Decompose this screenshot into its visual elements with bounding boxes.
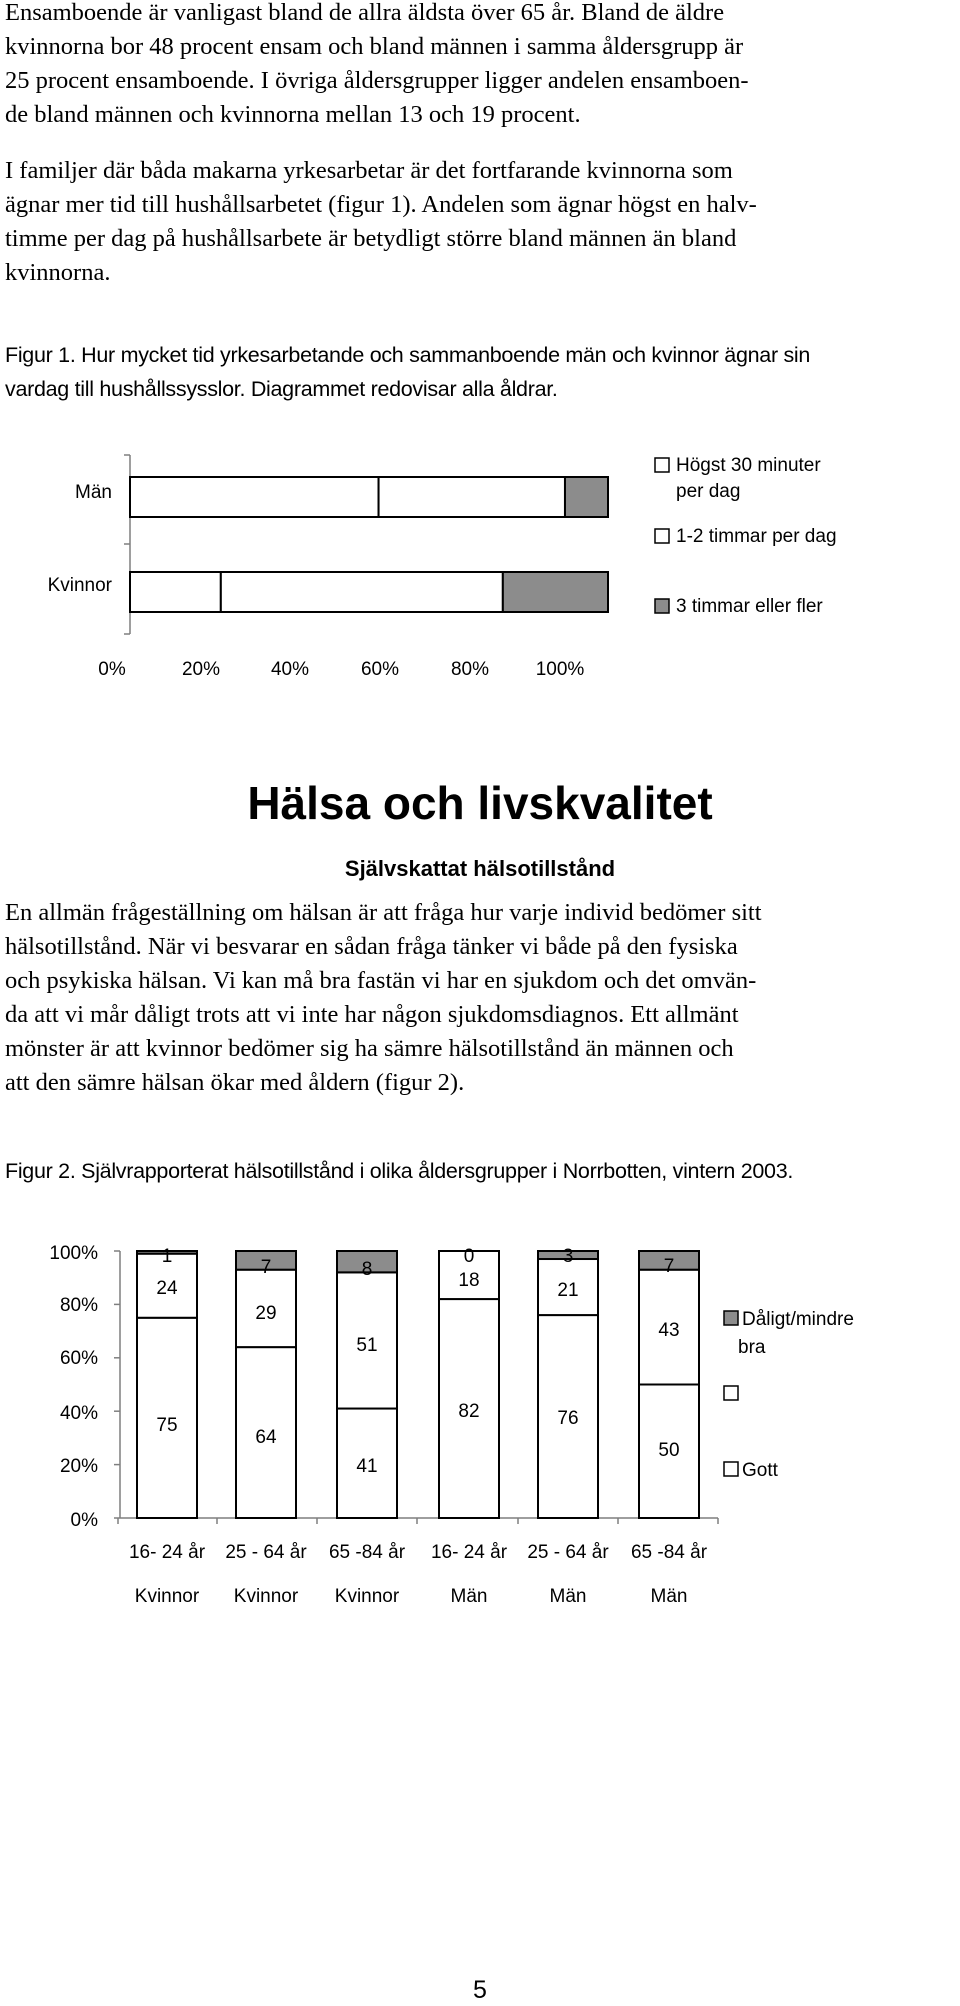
- x-tick-label: 65 -84 år: [328, 1542, 406, 1563]
- text-line: ägnar mer tid till hushållsarbetet (figur 1). Andelen som ägnar högst en halv-: [5, 191, 757, 218]
- y-tick-label: 100%: [49, 1243, 98, 1264]
- x-tick-label: 25 - 64 år: [225, 1542, 307, 1563]
- x-tick-label: 20%: [181, 659, 221, 680]
- text-line: kvinnorna.: [5, 259, 111, 286]
- x-tick-label: Kvinnor: [334, 1586, 400, 1607]
- legend-label: Gott: [742, 1460, 778, 1481]
- text-line: I familjer där båda makarna yrkesarbetar är det fortfarande kvinnorna som: [5, 157, 733, 184]
- text-line: hälsotillstånd. När vi besvarar en sådan fråga tänker vi både på den fysiska: [5, 933, 738, 960]
- category-label: Män: [75, 482, 112, 503]
- data-label: 21: [557, 1280, 579, 1301]
- data-label: 7: [260, 1257, 272, 1278]
- text-line: de bland männen och kvinnorna mellan 13 och 19 procent.: [5, 101, 581, 128]
- caption-line: Figur 1. Hur mycket tid yrkesarbetande och sammanboende män och kvinnor ägnar sin: [5, 343, 811, 367]
- x-tick-label: Kvinnor: [233, 1586, 299, 1607]
- data-label: 76: [557, 1408, 579, 1429]
- text-line: mönster är att kvinnor bedömer sig ha sämre hälsotillstånd än männen och: [5, 1035, 734, 1062]
- text-line: da att vi mår dåligt trots att vi inte har någon sjukdomsdiagnos. Ett allmänt: [5, 1001, 739, 1028]
- x-tick-label: Män: [650, 1586, 688, 1607]
- text-line: 25 procent ensamboende. I övriga åldersgrupper ligger andelen ensamboen-: [5, 67, 749, 94]
- data-label: 7: [663, 1256, 675, 1277]
- x-tick-label: Män: [549, 1586, 587, 1607]
- legend-label: per dag: [676, 481, 741, 502]
- data-label: 82: [458, 1401, 480, 1422]
- x-tick-label: 60%: [360, 659, 400, 680]
- category-label: Kvinnor: [47, 575, 112, 596]
- data-label: 3: [562, 1246, 574, 1267]
- x-tick-label: 65 -84 år: [630, 1542, 708, 1563]
- caption-line: vardag till hushållssysslor. Diagrammet redovisar alla åldrar.: [5, 377, 558, 401]
- data-label: 29: [255, 1303, 277, 1324]
- y-tick-label: 60%: [59, 1348, 98, 1369]
- data-label: 24: [156, 1278, 178, 1299]
- data-label: 1: [161, 1246, 173, 1267]
- section-subtitle: Självskattat hälsotillstånd: [344, 856, 616, 881]
- x-tick-label: 16- 24 år: [128, 1542, 206, 1563]
- x-tick-label: 25 - 64 år: [527, 1542, 609, 1563]
- page-number: 5: [473, 1976, 487, 2004]
- text-line: att den sämre hälsan ökar med åldern (figur 2).: [5, 1069, 465, 1096]
- x-tick-label: 0%: [98, 659, 126, 680]
- y-tick-label: 20%: [59, 1456, 98, 1477]
- legend-label: Dåligt/mindre: [742, 1309, 854, 1330]
- x-tick-label: Kvinnor: [134, 1586, 200, 1607]
- data-label: 8: [361, 1259, 373, 1280]
- legend-swatch: [724, 1462, 738, 1476]
- legend-label: 3 timmar eller fler: [676, 596, 823, 617]
- data-label: 75: [156, 1415, 178, 1436]
- data-label: 50: [658, 1440, 680, 1461]
- caption-line: Figur 2. Självrapporterat hälsotillstånd i olika åldersgrupper i Norrbotten, vintern 2003.: [5, 1159, 794, 1183]
- data-label: 0: [463, 1246, 475, 1267]
- legend-swatch: [724, 1386, 738, 1400]
- y-tick-label: 80%: [59, 1295, 98, 1316]
- data-label: 18: [458, 1270, 480, 1291]
- x-tick-label: 100%: [535, 659, 585, 680]
- text-line: En allmän frågeställning om hälsan är att fråga hur varje individ bedömer sitt: [5, 899, 762, 926]
- x-tick-label: 40%: [270, 659, 310, 680]
- x-tick-label: 80%: [450, 659, 490, 680]
- legend-label: Högst 30 minuter: [676, 455, 821, 476]
- text-line: Ensamboende är vanligast bland de allra äldsta över 65 år. Bland de äldre: [5, 0, 725, 26]
- text-line: timme per dag på hushållsarbete är betydligt större bland männen än bland: [5, 225, 737, 252]
- section-title: Hälsa och livskvalitet: [247, 777, 713, 829]
- legend-label: bra: [738, 1337, 766, 1358]
- legend-swatch: [724, 1311, 738, 1325]
- y-tick-label: 40%: [59, 1403, 98, 1424]
- text-line: kvinnorna bor 48 procent ensam och bland männen i samma åldersgrupp är: [5, 33, 744, 60]
- data-label: 43: [658, 1320, 680, 1341]
- text-line: och psykiska hälsan. Vi kan må bra fastän vi har en sjukdom och det omvän-: [5, 967, 757, 994]
- x-tick-label: 16- 24 år: [430, 1542, 508, 1563]
- data-label: 64: [255, 1427, 277, 1448]
- x-tick-label: Män: [450, 1586, 488, 1607]
- data-label: 41: [356, 1456, 378, 1477]
- data-label: 51: [356, 1335, 378, 1356]
- y-tick-label: 0%: [70, 1510, 98, 1531]
- legend-label: 1-2 timmar per dag: [676, 526, 837, 547]
